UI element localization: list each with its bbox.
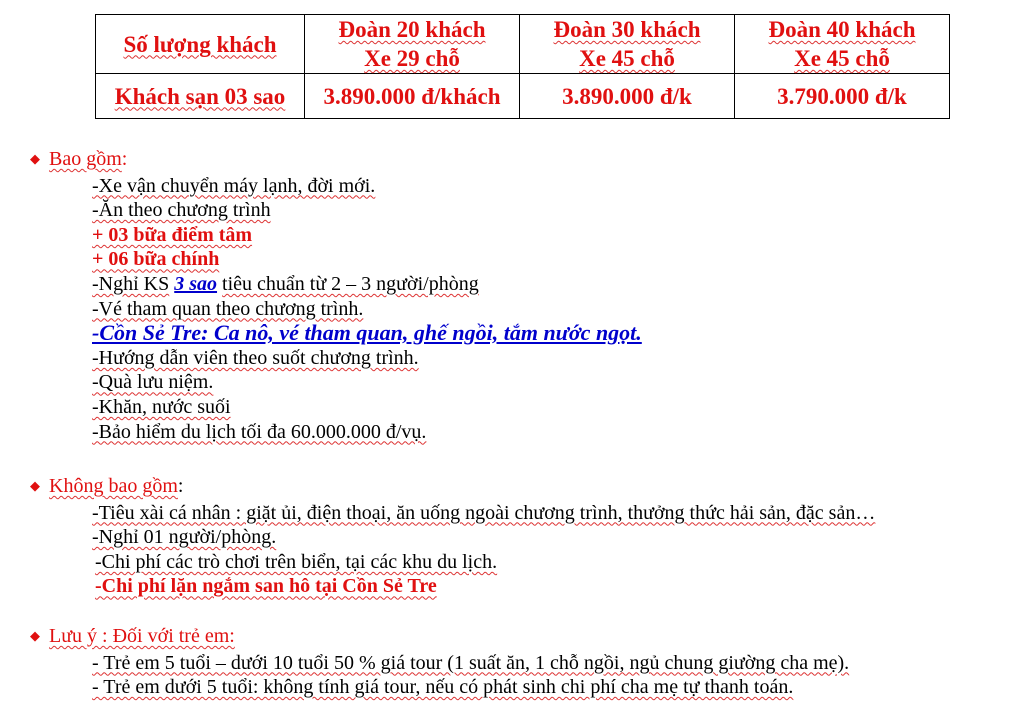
list-item: - Trẻ em dưới 5 tuổi: không tính giá tour, nếu có phát sinh chi phí cha mẹ tự thanh toán. bbox=[92, 676, 794, 699]
header-group-20: Đoàn 20 khách Xe 29 chỗ bbox=[305, 15, 520, 74]
list-item: -Hướng dẫn viên theo suốt chương trình. bbox=[92, 346, 419, 369]
notes-heading: ◆ Lưu ý : Đối với trẻ em: bbox=[30, 625, 235, 647]
diamond-bullet-icon: ◆ bbox=[30, 478, 40, 493]
list-item: + 06 bữa chính bbox=[92, 248, 220, 271]
list-item: -Ăn theo chương trình bbox=[92, 199, 271, 222]
list-item: -Cồn Sẻ Tre: Ca nô, vé tham quan, ghế ngồi, tắm nước ngọt. bbox=[92, 320, 642, 346]
list-item: - Trẻ em 5 tuổi – dưới 10 tuổi 50 % giá tour (1 suất ăn, 1 chỗ ngồi, ngủ chung giường cha mẹ). bbox=[92, 651, 850, 674]
excluded-heading: ◆ Không bao gồm: bbox=[30, 475, 184, 497]
diamond-bullet-icon: ◆ bbox=[30, 151, 40, 166]
list-item: -Chi phí các trò chơi trên biển, tại các khu du lịch. bbox=[95, 550, 498, 573]
notes-section bbox=[30, 624, 849, 700]
list-item: -Nghỉ KS 3 sao tiêu chuẩn từ 2 – 3 người/phòng bbox=[92, 272, 479, 295]
list-item: -Xe vận chuyển máy lạnh, đời mới. bbox=[92, 174, 376, 197]
list-item: -Bảo hiểm du lịch tối đa 60.000.000 đ/vụ. bbox=[92, 420, 427, 443]
price-group-40: 3.790.000 đ/k bbox=[735, 74, 950, 119]
list-item: -Nghỉ 01 người/phòng. bbox=[92, 526, 277, 549]
list-item: -Tiêu xài cá nhân : giặt ủi, điện thoại, ăn uống ngoài chương trình, thưởng thức hải sản, đặc sản… bbox=[92, 501, 876, 524]
list-item: + 03 bữa điểm tâm bbox=[92, 223, 253, 246]
list-item: -Chi phí lặn ngắm san hô tại Cồn Sẻ Tre bbox=[95, 575, 437, 598]
header-group-40: Đoàn 40 khách Xe 45 chỗ bbox=[735, 15, 950, 74]
price-group-20: 3.890.000 đ/khách bbox=[305, 74, 520, 119]
price-table bbox=[95, 14, 950, 119]
header-group-30: Đoàn 30 khách Xe 45 chỗ bbox=[520, 15, 735, 74]
price-group-30: 3.890.000 đ/k bbox=[520, 74, 735, 119]
list-item: -Khăn, nước suối bbox=[92, 395, 231, 418]
table-header-row bbox=[96, 15, 950, 74]
hotel-class-cell: Khách sạn 03 sao bbox=[96, 74, 305, 119]
diamond-bullet-icon: ◆ bbox=[30, 628, 40, 643]
included-section bbox=[30, 147, 642, 444]
excluded-section bbox=[30, 474, 875, 599]
included-heading: ◆ Bao gồm: bbox=[30, 148, 128, 170]
table-row bbox=[96, 74, 950, 119]
header-guest-count: Số lượng khách bbox=[96, 15, 305, 74]
list-item: -Vé tham quan theo chương trình. bbox=[92, 297, 364, 320]
list-item: -Quà lưu niệm. bbox=[92, 371, 214, 394]
